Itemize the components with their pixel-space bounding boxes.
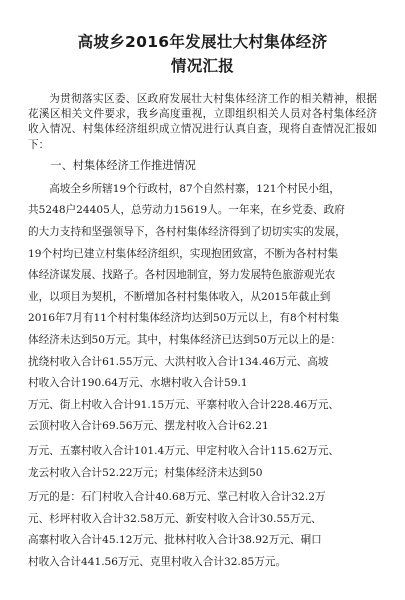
body-line: 万元的是：石门村收入合计40.68万元、掌己村收入合计32.2万 <box>28 491 326 504</box>
section-heading: 一、村集体经济工作推进情况 <box>50 158 196 172</box>
body-line: 体经济谋发展、找路子。各村因地制宜，努力发展特色旅游观光农 <box>28 269 336 282</box>
intro-paragraph: 为贯彻落实区委、区政府发展壮大村集体经济工作的相关精神，根据花溪区相关文件要求，我乡高度重视，立即组织相关人员对各村集体经济收入情况、村集体经济组织成立情况进行认真自查，现将自查情况汇报如下： <box>28 93 377 151</box>
body-text <box>28 179 377 574</box>
body-line: 云顶村收入合计69.56万元、摆龙村收入合计62.21 <box>28 420 269 433</box>
document-title-line2: 情况汇报 <box>170 57 235 75</box>
body-line: 高坡全乡所辖19个行政村，87个自然村寨，121个村民小组， <box>49 182 341 195</box>
body-line: 元、杉坪村收入合计32.58万元、新安村收入合计30.55万元、 <box>28 512 322 525</box>
body-line: 扰绕村收入合计61.55万元、大洪村收入合计134.46万元、高坡 <box>28 355 329 368</box>
body-line: 村收入合计441.56万元、克里村收入合计32.85万元。 <box>28 555 287 568</box>
body-line: 共5248户24405人，总劳动力15619人。一年来，在乡党委、政府 <box>28 204 345 217</box>
body-line: 19个村均已建立村集体经济组织，实现抱团致富，不断为各村村集 <box>28 247 339 260</box>
body-line: 龙云村收入合计52.22万元；村集体经济未达到50 <box>28 466 263 479</box>
body-line: 万元、街上村收入合计91.15万元、平寨村收入合计228.46万元、 <box>28 398 340 411</box>
body-line: 的大力支持和坚强领导下，各村村集体经济得到了切切实实的发展， <box>28 226 346 238</box>
body-line: 体经济未达到50万元。其中，村集体经济已达到50万元以上的是： <box>28 333 341 346</box>
body-line: 业，以项目为契机，不断增加各村村集体收入，从2015年截止到 <box>28 290 331 303</box>
document-title-line1: 高坡乡2016年发展壮大村集体经济 <box>77 33 328 51</box>
body-line: 万元、五寨村收入合计101.4万元、甲定村收入合计115.62万元、 <box>28 444 340 457</box>
body-line: 2016年7月有11个村村集体经济均达到50万元以上，有8个村村集 <box>28 312 340 325</box>
body-line: 村收入合计190.64万元、水塘村收入合计59.1 <box>28 377 248 390</box>
body-line: 高寨村收入合计45.12万元、批林村收入合计38.92万元、硐口 <box>28 534 322 547</box>
